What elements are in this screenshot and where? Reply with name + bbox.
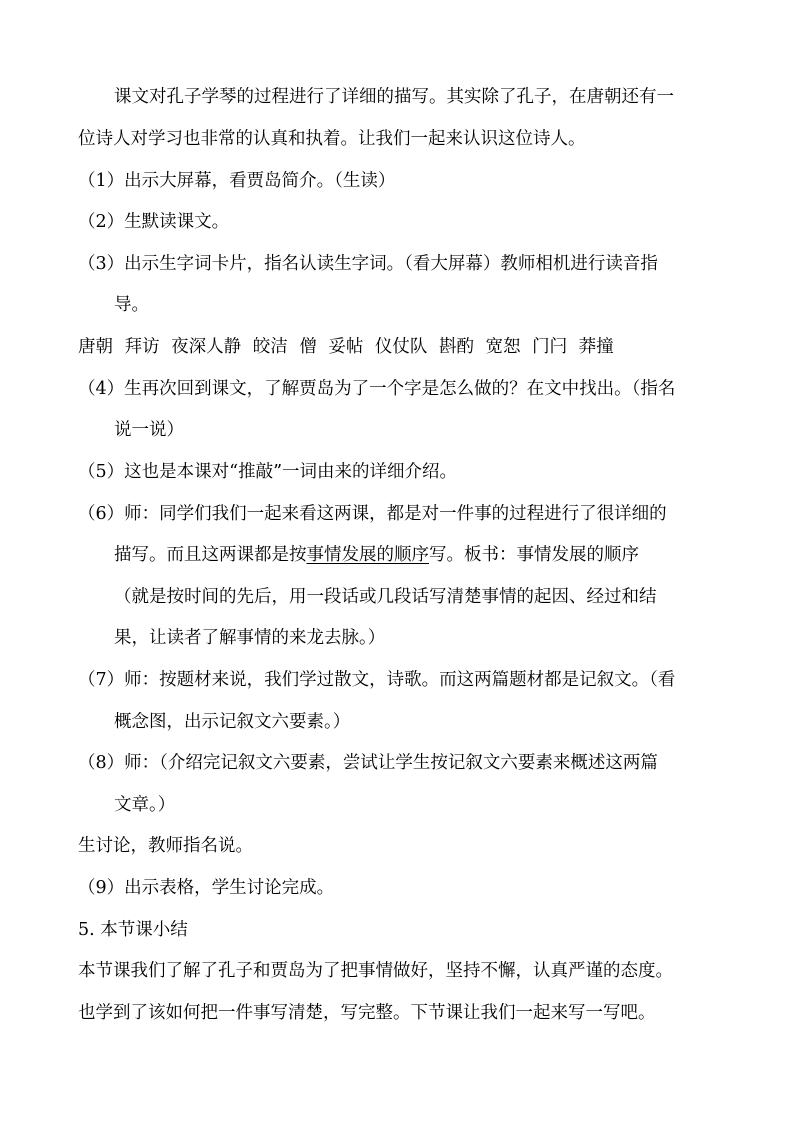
step-6-text-before: 描写。而且这两课都是按 xyxy=(114,545,307,565)
summary-heading: 5. 本节课小结 xyxy=(78,920,188,940)
underlined-phrase: 事情发展的顺序 xyxy=(306,545,429,565)
vocabulary-words: 唐朝 拜访 夜深人静 皎洁 僧 妥帖 仪仗队 斟酌 宽恕 门闩 莽撞 xyxy=(78,337,614,357)
step-7-line-1: （7）师：按题材来说，我们学过散文，诗歌。而这两篇题材都是记叙文。（看 xyxy=(78,670,676,690)
discussion-line: 生讨论，教师指名说。 xyxy=(78,836,253,856)
summary-line-1: 本节课我们了解了孔子和贾岛为了把事情做好，坚持不懈，认真严谨的态度。 xyxy=(78,961,673,981)
step-6-line-3: （就是按时间的先后，用一段话或几段话写清楚事情的起因、经过和结 xyxy=(114,587,657,607)
step-4-line-1: （4）生再次回到课文，了解贾岛为了一个字是怎么做的？在文中找出。（指名 xyxy=(78,379,676,399)
summary-line-2: 也学到了该如何把一件事写清楚，写完整。下节课让我们一起来写一写吧。 xyxy=(78,1003,656,1023)
step-6-text-after: 写。板书：事情发展的顺序 xyxy=(429,545,639,565)
step-4-line-2: 说一说） xyxy=(114,420,184,440)
intro-line-2: 位诗人对学习也非常的认真和执着。让我们一起来认识这位诗人。 xyxy=(78,129,586,149)
step-1: （1）出示大屏幕，看贾岛简介。（生读） xyxy=(78,171,396,191)
step-3-line-1: （3）出示生字词卡片，指名认读生字词。（看大屏幕）教师相机进行读音指 xyxy=(78,254,658,274)
step-3-line-2: 导。 xyxy=(114,295,149,315)
step-9: （9）出示表格，学生讨论完成。 xyxy=(78,878,335,898)
step-6-line-1: （6）师：同学们我们一起来看这两课，都是对一件事的过程进行了很详细的 xyxy=(78,504,667,524)
intro-line-1: 课文对孔子学琴的过程进行了详细的描写。其实除了孔子，在唐朝还有一 xyxy=(114,87,674,107)
step-5: （5）这也是本课对“推敲”一词由来的详细介绍。 xyxy=(78,462,458,482)
step-6-line-2 xyxy=(114,544,734,566)
step-2: （2）生默读课文。 xyxy=(78,212,230,232)
step-8-line-1: （8）师：（介绍完记叙文六要素，尝试让学生按记叙文六要素来概述这两篇 xyxy=(78,753,658,773)
step-7-line-2: 概念图，出示记叙文六要素。） xyxy=(114,712,351,732)
step-8-line-2: 文章。） xyxy=(114,795,176,815)
step-6-line-4: 果，让读者了解事情的来龙去脉。） xyxy=(114,628,386,648)
